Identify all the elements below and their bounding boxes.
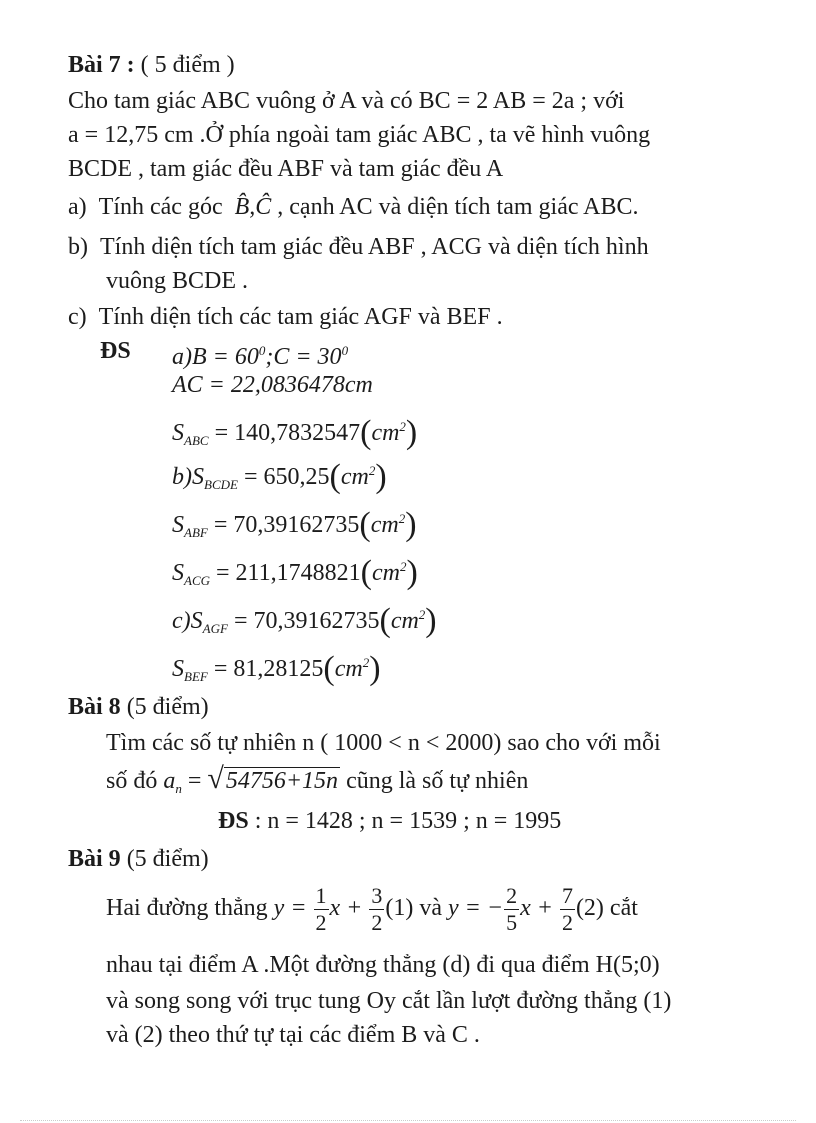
ans-angles bbox=[172, 336, 348, 372]
item-a-text1: Tính các góc bbox=[98, 194, 229, 220]
ans-s-abf-sub: ABF bbox=[184, 525, 208, 540]
ans-s-agf-sub: AGF bbox=[202, 621, 228, 636]
ans-unit-exp: 2 bbox=[399, 419, 406, 434]
item-c-label: c) bbox=[68, 304, 87, 330]
bai8-title-points: (5 điểm) bbox=[120, 694, 209, 720]
bai8-ds-text: : n = 1428 ; n = 1539 ; n = 1995 bbox=[248, 808, 562, 834]
ans-deg-b: 0 bbox=[258, 343, 266, 358]
ans-paren-close: ) bbox=[405, 506, 417, 543]
fraction-7-2 bbox=[560, 883, 575, 936]
page-divider bbox=[20, 1120, 796, 1121]
eq1-tag: (1) bbox=[385, 895, 414, 921]
bai7-item-b bbox=[68, 232, 649, 262]
item-a-text2: , cạnh AC và diện tích tam giác ABC. bbox=[271, 194, 639, 220]
ans-paren-close: ) bbox=[406, 554, 418, 591]
bai9-title-bold: Bài 9 bbox=[68, 846, 121, 872]
frac-den: 2 bbox=[371, 909, 383, 935]
bai7-line3: BCDE , tam giác đều ABF và tam giác đều A bbox=[68, 156, 504, 182]
ans-s-agf bbox=[172, 600, 437, 644]
bai8-radicand: 54756+15n bbox=[225, 768, 339, 794]
frac-den: 2 bbox=[315, 909, 327, 935]
ans-paren-close: ) bbox=[375, 458, 387, 495]
ans-deg-c: 0 bbox=[341, 343, 349, 358]
fraction-3-2 bbox=[369, 883, 384, 936]
ans-unit: cm bbox=[340, 464, 369, 490]
ans-b-prefix: b) bbox=[172, 464, 192, 490]
bai9-line3: và song song với trục tung Oy cắt lần lượt đường thẳng (1) bbox=[106, 988, 672, 1014]
ans-a-prefix: a) bbox=[172, 344, 192, 370]
ans-unit-exp: 2 bbox=[399, 559, 407, 574]
bai7-ds-label: ĐS bbox=[100, 338, 131, 364]
ans-paren-open: ( bbox=[360, 554, 372, 591]
bai8-ds-label: ĐS bbox=[218, 808, 249, 834]
item-c-text: Tính diện tích các tam giác AGF và BEF . bbox=[98, 304, 503, 330]
ans-s-agf-value: = 70,39162735 bbox=[227, 608, 380, 634]
ans-paren-open: ( bbox=[359, 506, 371, 543]
ans-unit-exp: 2 bbox=[398, 511, 406, 526]
ans-unit-exp: 2 bbox=[368, 463, 376, 478]
ans-s-letter: S bbox=[190, 608, 203, 634]
ans-s-letter: S bbox=[172, 560, 184, 586]
eq1-mid: x + bbox=[329, 895, 369, 921]
ans-s-abc bbox=[172, 412, 417, 456]
ans-paren-close: ) bbox=[405, 414, 418, 451]
bai7-item-a bbox=[68, 192, 639, 222]
bai7-item-b-cont: vuông BCDE . bbox=[106, 268, 249, 294]
ans-paren-close: ) bbox=[425, 602, 437, 639]
bai8-a-n: a bbox=[163, 768, 176, 794]
ans-s-letter: S bbox=[192, 464, 204, 490]
bai7-item-c bbox=[68, 302, 503, 332]
item-b-text1: Tính diện tích tam giác đều ABF , ACG và diện tích hình bbox=[100, 234, 649, 260]
bai8-line2-post: cũng là số tự nhiên bbox=[340, 768, 529, 794]
ans-s-abc-sub: ABC bbox=[184, 433, 209, 448]
ans-paren-open: ( bbox=[329, 458, 341, 495]
bai7-title-bold: Bài 7 : bbox=[68, 52, 135, 78]
frac-den: 5 bbox=[506, 909, 518, 935]
eq2-lhs: y = − bbox=[448, 895, 504, 921]
ans-paren-open: ( bbox=[379, 602, 391, 639]
bai7-line1: Cho tam giác ABC vuông ở A và có BC = 2 AB = 2a ; với bbox=[68, 88, 625, 114]
ans-s-letter: S bbox=[172, 420, 184, 446]
bai8-line2 bbox=[106, 764, 528, 804]
bai7-title bbox=[68, 50, 235, 80]
ans-unit: cm bbox=[371, 420, 400, 446]
bai9-line1-post: cắt bbox=[603, 895, 638, 921]
bai9-title-points: (5 điểm) bbox=[120, 846, 209, 872]
bai9-and: và bbox=[413, 895, 449, 921]
ans-s-abf-value: = 70,39162735 bbox=[207, 512, 360, 538]
ans-unit: cm bbox=[390, 608, 419, 634]
ans-s-abc-value: = 140,7832547 bbox=[208, 420, 361, 446]
bai8-title bbox=[68, 692, 209, 722]
frac-num: 2 bbox=[506, 882, 518, 908]
ans-s-bcde bbox=[172, 456, 387, 500]
bai9-line1-pre: Hai đường thẳng bbox=[106, 895, 274, 921]
ans-s-letter: S bbox=[172, 656, 184, 682]
ans-s-bef-value: = 81,28125 bbox=[207, 656, 324, 682]
item-b-label: b) bbox=[68, 234, 88, 260]
ans-s-bcde-sub: BCDE bbox=[204, 477, 238, 492]
item-a-label: a) bbox=[68, 194, 87, 220]
eq2-tag: (2) bbox=[575, 895, 604, 921]
frac-num: 7 bbox=[561, 882, 573, 908]
ans-s-bef bbox=[172, 648, 381, 692]
ans-c-prefix: c) bbox=[172, 608, 191, 634]
frac-num: 3 bbox=[371, 882, 383, 908]
ans-ac: AC = 22,0836478cm bbox=[172, 372, 373, 398]
frac-num: 1 bbox=[315, 882, 327, 908]
frac-den: 2 bbox=[561, 909, 573, 935]
bai9-line1 bbox=[106, 878, 638, 938]
ans-unit: cm bbox=[370, 512, 399, 538]
ans-angle-c: ;C = 30 bbox=[265, 344, 342, 370]
eq2-mid: x + bbox=[520, 895, 559, 921]
bai7-title-points: ( 5 điểm ) bbox=[134, 52, 235, 78]
bai9-line2: nhau tại điểm A .Một đường thẳng (d) đi qua điểm H(5;0) bbox=[106, 952, 660, 978]
ans-unit-exp: 2 bbox=[418, 607, 426, 622]
ans-angle-b: B = 60 bbox=[192, 344, 259, 370]
ans-s-acg bbox=[172, 552, 418, 596]
fraction-2-5 bbox=[504, 883, 519, 936]
bai8-answer bbox=[218, 806, 561, 836]
eq1-lhs: y = bbox=[273, 895, 313, 921]
ans-unit: cm bbox=[371, 560, 400, 586]
bai8-line2-pre: số đó bbox=[106, 768, 164, 794]
ans-s-bef-sub: BEF bbox=[184, 669, 208, 684]
ans-paren-open: ( bbox=[360, 414, 372, 451]
ans-s-abf bbox=[172, 504, 417, 548]
bai8-line1: Tìm các số tự nhiên n ( 1000 < n < 2000) sao cho với mỗi bbox=[106, 730, 661, 756]
fraction-1-2 bbox=[314, 883, 329, 936]
bai8-n-sub: n bbox=[175, 781, 182, 796]
sqrt-icon: √ bbox=[207, 762, 224, 795]
ans-unit: cm bbox=[334, 656, 363, 682]
ans-paren-open: ( bbox=[323, 650, 335, 687]
ans-unit-exp: 2 bbox=[362, 655, 370, 670]
bai9-title bbox=[68, 844, 209, 874]
item-a-angles: B̂,Ĉ bbox=[234, 194, 272, 220]
bai7-line2: a = 12,75 cm .Ở phía ngoài tam giác ABC , ta vẽ hình vuông bbox=[68, 122, 651, 148]
bai8-title-bold: Bài 8 bbox=[68, 694, 121, 720]
ans-s-letter: S bbox=[172, 512, 184, 538]
ans-paren-close: ) bbox=[369, 650, 381, 687]
bai8-eq: = bbox=[181, 768, 208, 794]
ans-s-bcde-value: = 650,25 bbox=[237, 464, 330, 490]
ans-s-acg-sub: ACG bbox=[184, 573, 210, 588]
bai9-line4: và (2) theo thứ tự tại các điểm B và C . bbox=[106, 1022, 480, 1048]
ans-s-acg-value: = 211,1748821 bbox=[210, 560, 361, 586]
